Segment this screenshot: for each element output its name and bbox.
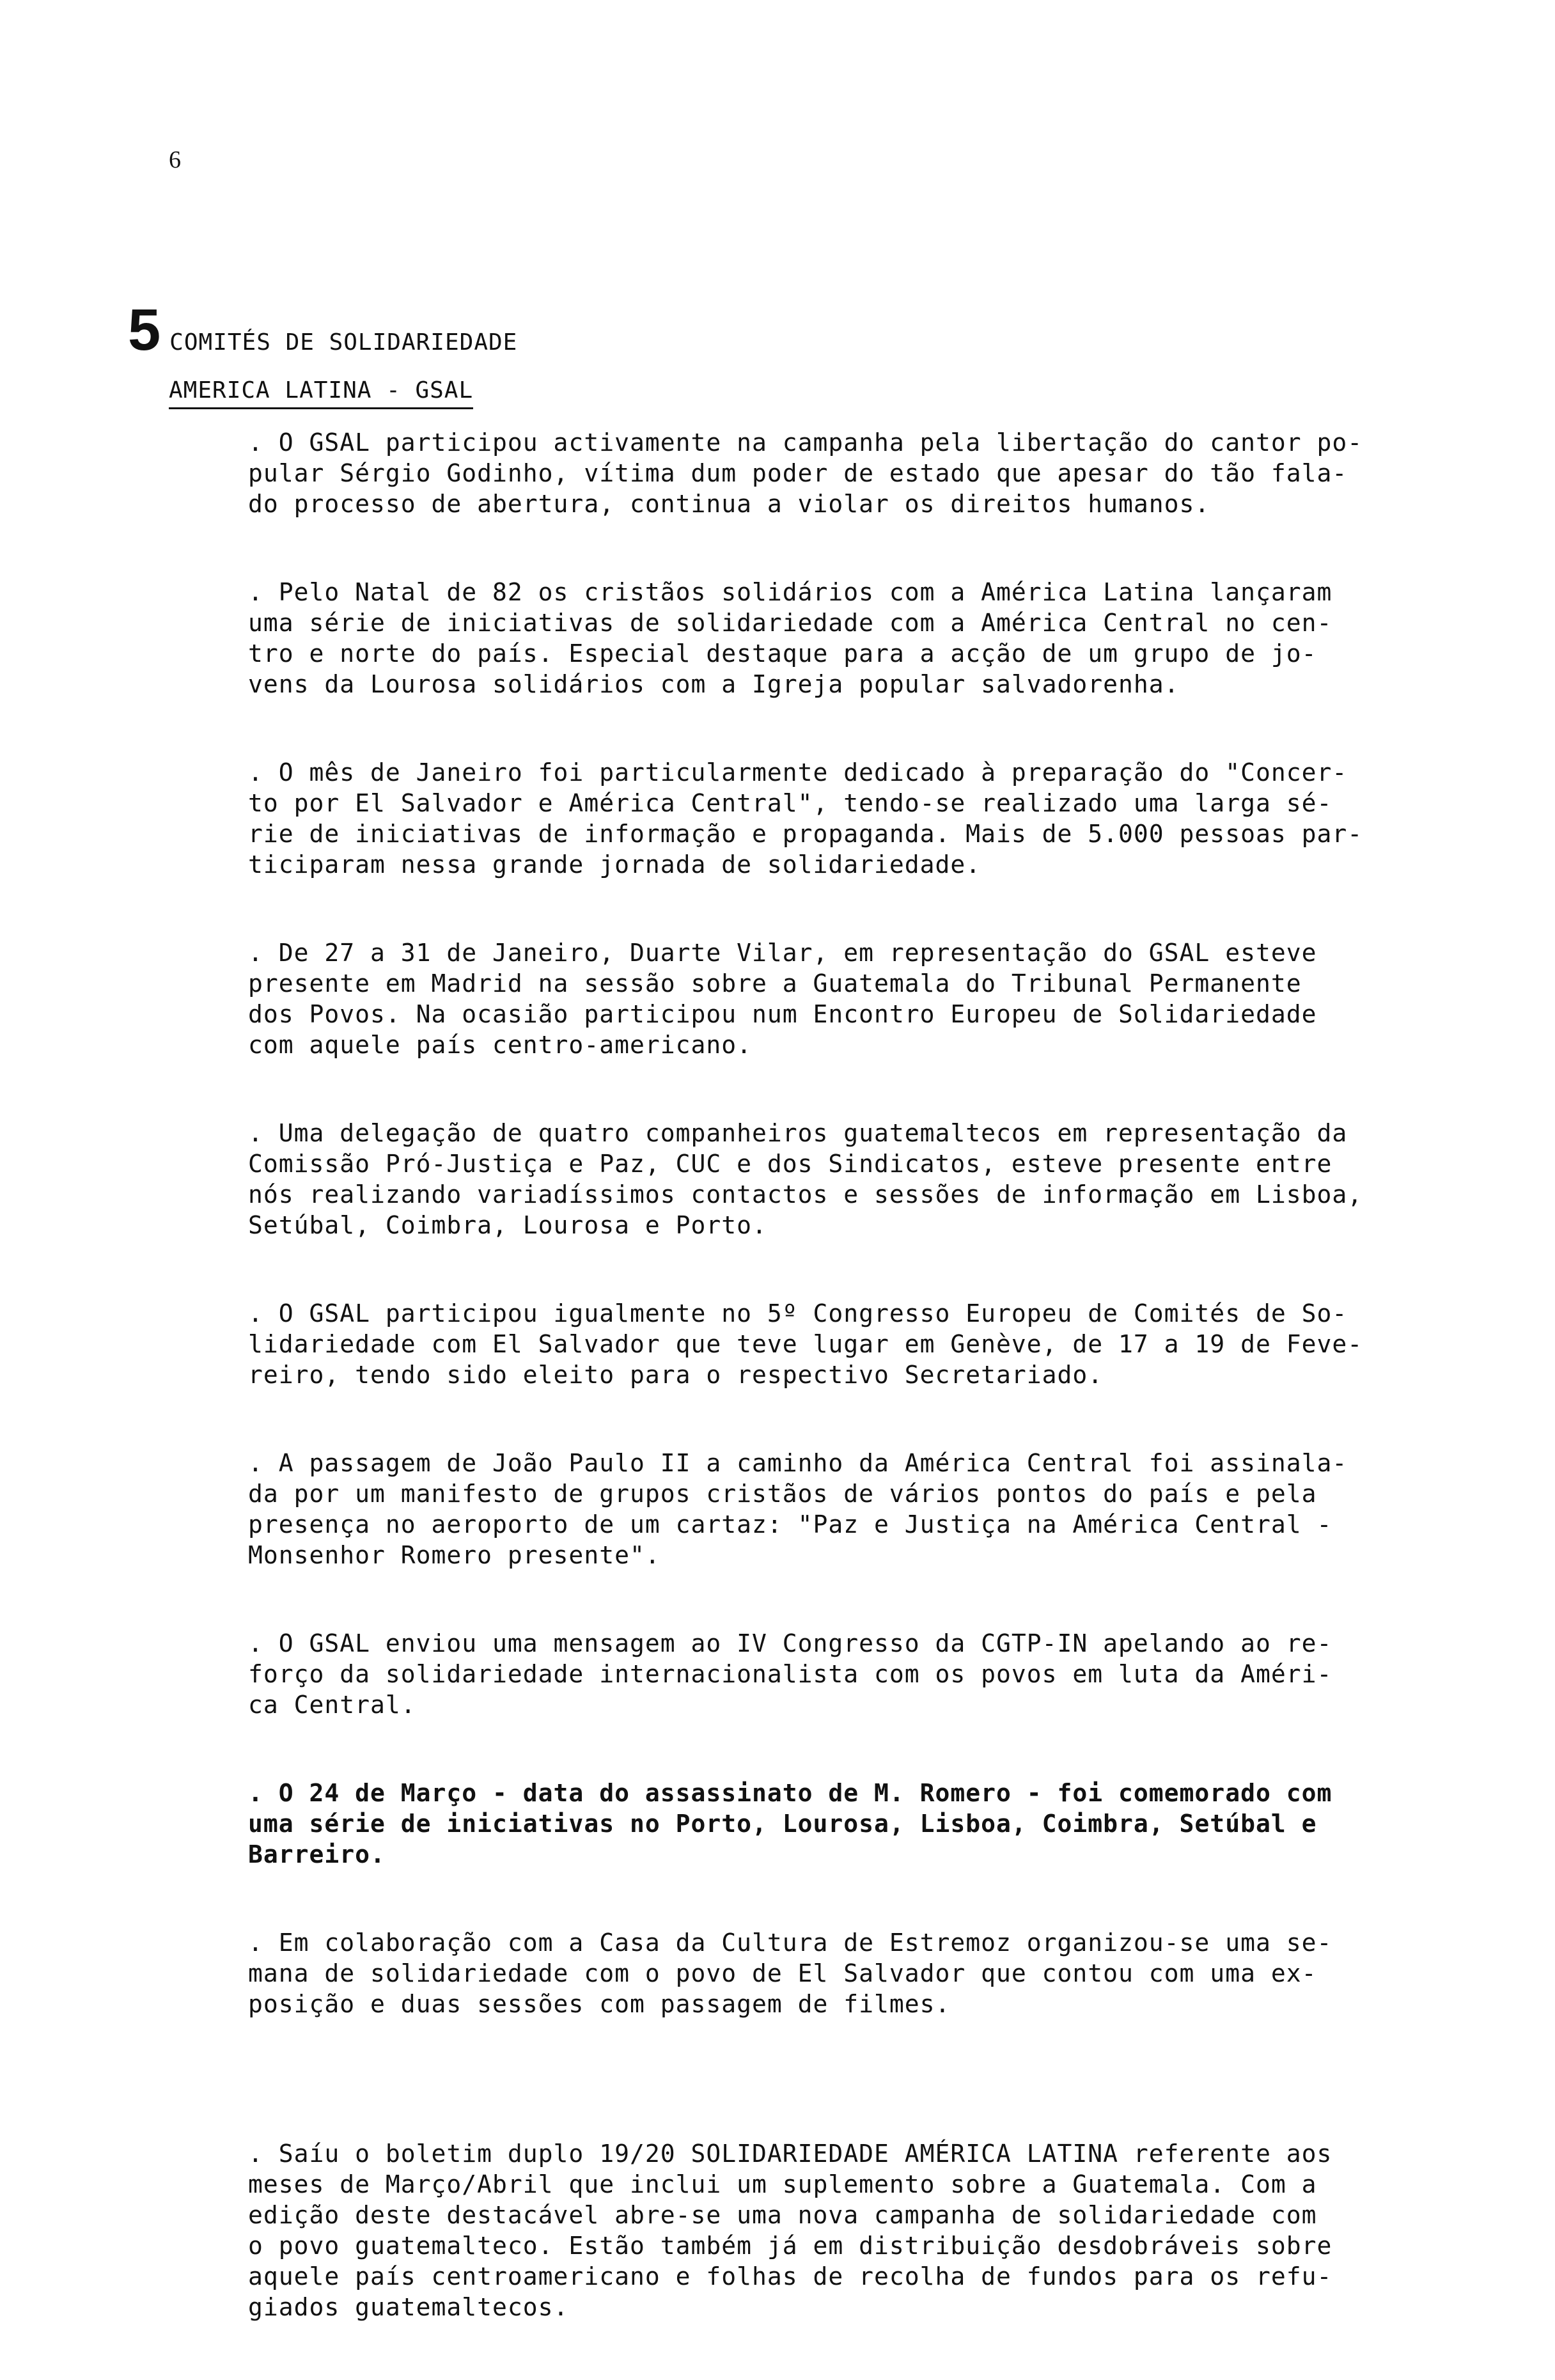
entry-paragraph: . Uma delegação de quatro companheiros guatemaltecos em representação da Comissão Pró-Justiça e Paz, CUC e dos Sindicatos, esteve presente entre nós realizando variadíssimos contactos e sessões de informação em Lisboa, Setúbal, Coimbra, Lourosa e Porto. bbox=[248, 1119, 1363, 1239]
entry-paragraph: . A passagem de João Paulo II a caminho da América Central foi assinala- da por um manifesto de grupos cristãos de vários pontos do país e pela presença no aeroporto de um cartaz: "Paz e Justiça na América Central - Monsenhor Romero presente". bbox=[248, 1449, 1348, 1569]
section-title: COMITÉS DE SOLIDARIEDADE bbox=[169, 329, 518, 356]
section-number: 5 bbox=[128, 297, 161, 363]
entry-paragraph: . Saíu o boletim duplo 19/20 SOLIDARIEDADE AMÉRICA LATINA referente aos meses de Março/Abril que inclui um suplemento sobre a Guatemala. Com a edição deste destacável abre-se uma nova campanha de solidariedade com o povo guatemalteco. Estão também já em distribuição desdobráveis sobre aquele país centroamericano e folhas de recolha de fundos para os refu- giados guatemaltecos. bbox=[248, 2140, 1332, 2321]
section-heading bbox=[128, 297, 518, 363]
entry-paragraph: . O 24 de Março - data do assassinato de M. Romero - foi comemorado com uma série de iniciativas no Porto, Lourosa, Lisboa, Coimbra, Setúbal e Barreiro. bbox=[248, 1779, 1332, 1868]
entry-paragraph: . De 27 a 31 de Janeiro, Duarte Vilar, em representação do GSAL esteve presente em Madrid na sessão sobre a Guatemala do Tribunal Permanente dos Povos. Na ocasião participou num Encontro Europeu de Solidariedade com aquele país centro-americano. bbox=[248, 939, 1317, 1059]
entry-paragraph: . O GSAL enviou uma mensagem ao IV Congresso da CGTP-IN apelando ao re- forço da solidariedade internacionalista com os povos em luta da Améri- ca Central. bbox=[248, 1629, 1332, 1719]
entry-paragraph: . Em colaboração com a Casa da Cultura de Estremoz organizou-se uma se- mana de solidariedade com o povo de El Salvador que contou com uma ex- posição e duas sessões com passagem de filmes. bbox=[248, 1929, 1332, 2018]
entry-paragraph: . O GSAL participou activamente na campanha pela libertação do cantor po- pular Sérgio Godinho, vítima dum poder de estado que apesar do tão fala- do processo de abertura, continua a violar os direitos humanos. bbox=[248, 428, 1363, 518]
entry-paragraph: . O mês de Janeiro foi particularmente dedicado à preparação do "Concer- to por El Salvador e América Central", tendo-se realizado uma larga sé- rie de iniciativas de informação e propaganda. Mais de 5.000 pessoas par- ticiparam nessa grande jornada de solidariedade. bbox=[248, 758, 1363, 879]
entries-list bbox=[248, 427, 1393, 2380]
page-number: 6 bbox=[169, 146, 181, 173]
subsection-title: AMERICA LATINA - GSAL bbox=[169, 377, 473, 409]
entry-paragraph: . Pelo Natal de 82 os cristãos solidários com a América Latina lançaram uma série de iniciativas de solidariedade com a América Central no cen- tro e norte do país. Especial destaque para a acção de um grupo de jo- vens da Lourosa solidários com a Igreja popular salvadorenha. bbox=[248, 578, 1332, 698]
entry-paragraph: . O GSAL participou igualmente no 5º Congresso Europeu de Comités de So- lidariedade com El Salvador que teve lugar em Genève, de 17 a 19 de Feve- reiro, tendo sido eleito para o respectivo Secretariado. bbox=[248, 1299, 1363, 1389]
